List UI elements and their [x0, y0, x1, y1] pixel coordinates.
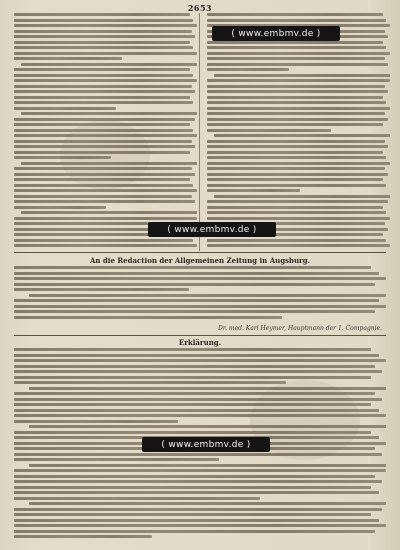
text-line	[14, 458, 219, 461]
text-line	[207, 52, 390, 55]
text-line	[207, 85, 385, 88]
text-line	[207, 90, 388, 93]
text-line	[14, 90, 195, 93]
text-line	[14, 508, 382, 511]
text-line	[21, 63, 197, 66]
text-line	[14, 266, 371, 269]
text-line	[14, 46, 193, 49]
text-line	[21, 162, 197, 165]
text-line	[14, 475, 375, 478]
text-line	[14, 19, 193, 22]
text-line	[207, 162, 390, 165]
text-line	[14, 217, 197, 220]
text-line	[14, 79, 197, 82]
text-line	[207, 129, 331, 132]
text-line	[207, 167, 385, 170]
text-line	[207, 96, 383, 99]
text-line	[14, 195, 192, 198]
text-line	[29, 387, 386, 390]
text-line	[14, 107, 116, 110]
text-line	[14, 535, 152, 538]
text-line	[14, 420, 178, 423]
text-line	[207, 151, 383, 154]
text-line	[14, 134, 197, 137]
text-line	[14, 41, 190, 44]
text-line	[29, 502, 386, 505]
text-line	[207, 101, 386, 104]
text-line	[14, 129, 193, 132]
watermark-banner: ( www.embmv.de )	[148, 222, 276, 237]
text-line	[14, 239, 193, 242]
text-line	[14, 403, 371, 406]
watermark-banner: ( www.embmv.de )	[142, 437, 270, 452]
text-line	[14, 524, 386, 527]
text-line	[14, 409, 379, 412]
text-line	[207, 68, 289, 71]
text-line	[207, 189, 300, 192]
text-line	[14, 173, 195, 176]
text-line	[207, 156, 386, 159]
text-line	[14, 370, 382, 373]
text-line	[14, 359, 386, 362]
text-line	[14, 30, 192, 33]
text-line	[207, 145, 388, 148]
text-line	[207, 178, 383, 181]
text-line	[214, 134, 390, 137]
text-line	[214, 74, 390, 77]
section-rule	[14, 252, 386, 253]
text-line	[29, 425, 386, 428]
text-line	[14, 13, 190, 16]
text-line	[207, 63, 388, 66]
text-line	[14, 35, 195, 38]
declaration-heading: Erklärung.	[178, 338, 222, 347]
text-line	[14, 140, 192, 143]
text-line	[14, 283, 375, 286]
text-line	[14, 74, 193, 77]
text-line	[14, 519, 379, 522]
text-line	[29, 464, 386, 467]
text-line	[14, 513, 371, 516]
text-column-right	[207, 13, 390, 253]
text-line	[14, 469, 386, 472]
announcement-heading: An die Redaction der Allgemeinen Zeitung in Augsburg.	[89, 256, 311, 265]
text-line	[207, 13, 383, 16]
section-rule	[14, 335, 386, 336]
text-line	[207, 79, 390, 82]
text-column-left	[14, 13, 197, 253]
text-line	[14, 398, 382, 401]
text-line	[207, 118, 388, 121]
text-line	[14, 392, 375, 395]
text-line	[14, 480, 382, 483]
text-line	[14, 96, 190, 99]
text-line	[14, 305, 386, 308]
text-line	[14, 376, 371, 379]
text-line	[14, 178, 190, 181]
text-line	[14, 381, 286, 384]
text-line	[14, 431, 371, 434]
text-line	[14, 189, 197, 192]
text-line	[14, 453, 382, 456]
text-line	[207, 184, 386, 187]
text-line	[14, 299, 379, 302]
text-line	[214, 195, 390, 198]
text-line	[14, 277, 386, 280]
text-line	[207, 19, 386, 22]
text-line	[14, 244, 197, 247]
text-line	[14, 497, 260, 500]
text-line	[14, 184, 193, 187]
text-line	[14, 167, 192, 170]
text-line	[21, 112, 197, 115]
text-line	[207, 211, 386, 214]
text-line	[14, 118, 195, 121]
text-line	[207, 57, 385, 60]
text-line	[14, 123, 190, 126]
announcement-body	[14, 266, 386, 324]
text-line	[14, 491, 379, 494]
text-line	[14, 354, 379, 357]
text-line	[14, 486, 371, 489]
text-line	[207, 244, 390, 247]
announcement-signature: Dr. med. Karl Heymer, Hauptmann der 1. Compagnie.	[218, 325, 382, 332]
text-line	[207, 206, 383, 209]
text-line	[207, 112, 385, 115]
text-line	[14, 57, 122, 60]
text-line	[14, 68, 190, 71]
text-line	[14, 530, 375, 533]
text-line	[14, 85, 192, 88]
watermark-banner: ( www.embmv.de )	[212, 26, 340, 41]
text-line	[14, 206, 106, 209]
text-line	[14, 52, 197, 55]
text-line	[14, 272, 379, 275]
text-line	[14, 414, 386, 417]
text-line	[29, 294, 386, 297]
text-line	[207, 140, 385, 143]
text-line	[14, 156, 111, 159]
text-line	[14, 310, 375, 313]
text-line	[14, 348, 371, 351]
text-line	[14, 200, 195, 203]
text-line	[207, 217, 390, 220]
column-divider	[199, 13, 200, 251]
text-line	[21, 211, 197, 214]
text-line	[14, 365, 375, 368]
text-line	[207, 173, 388, 176]
text-line	[207, 123, 383, 126]
text-line	[207, 46, 386, 49]
text-line	[14, 316, 282, 319]
text-line	[14, 24, 197, 27]
text-line	[14, 101, 193, 104]
text-line	[14, 145, 195, 148]
text-line	[14, 151, 190, 154]
text-line	[207, 107, 390, 110]
text-line	[207, 200, 388, 203]
text-line	[207, 239, 386, 242]
text-line	[14, 288, 189, 291]
page-number: 2653	[187, 3, 213, 13]
